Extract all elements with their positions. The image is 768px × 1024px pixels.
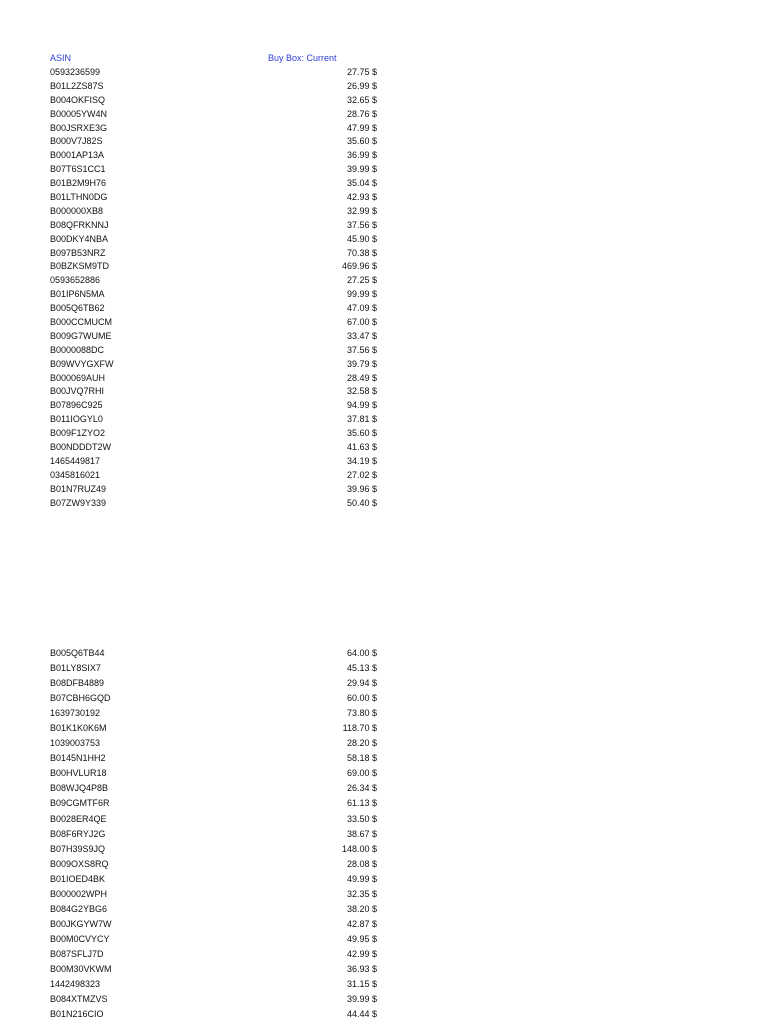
table-row bbox=[0, 316, 768, 330]
buy-box-price-cell: 69.00 $ bbox=[346, 768, 377, 779]
buy-box-price-cell: 50.40 $ bbox=[346, 497, 377, 508]
buy-box-price-cell: 28.08 $ bbox=[346, 858, 377, 869]
asin-cell: B011IOGYL0 bbox=[50, 414, 103, 425]
buy-box-price-cell: 35.04 $ bbox=[346, 178, 377, 189]
table-row bbox=[0, 177, 768, 191]
asin-cell: B01IOED4BK bbox=[50, 873, 106, 884]
asin-cell: 1039003753 bbox=[50, 738, 101, 749]
buy-box-price-cell: 37.56 $ bbox=[346, 219, 377, 230]
buy-box-price-cell: 39.99 $ bbox=[346, 994, 377, 1005]
asin-cell: B009F1ZYO2 bbox=[50, 428, 106, 439]
table-row bbox=[0, 233, 768, 247]
asin-cell: B00JSRXE3G bbox=[50, 122, 108, 133]
asin-cell: B009G7WUME bbox=[50, 330, 112, 341]
asin-cell: B07CBH6GQD bbox=[50, 693, 111, 704]
table-row bbox=[0, 873, 768, 888]
asin-cell: B07T6S1CC1 bbox=[50, 164, 106, 175]
column-header-asin: ASIN bbox=[50, 53, 72, 63]
buy-box-price-cell: 32.65 $ bbox=[346, 94, 377, 105]
asin-cell: B00005YW4N bbox=[50, 108, 108, 119]
buy-box-price-cell: 26.34 $ bbox=[346, 783, 377, 794]
table-row bbox=[0, 441, 768, 455]
buy-box-price-cell: 35.60 $ bbox=[346, 428, 377, 439]
table-row bbox=[0, 752, 768, 767]
buy-box-price-cell: 45.13 $ bbox=[346, 663, 377, 674]
table-row bbox=[0, 469, 768, 483]
asin-cell: B000000XB8 bbox=[50, 205, 104, 216]
table-row bbox=[0, 135, 768, 149]
asin-cell: B09WVYGXFW bbox=[50, 358, 114, 369]
table-row bbox=[0, 330, 768, 344]
table-row bbox=[0, 888, 768, 903]
asin-cell: B00JKGYW7W bbox=[50, 918, 112, 929]
buy-box-price-cell: 47.09 $ bbox=[346, 303, 377, 314]
buy-box-price-cell: 33.50 $ bbox=[346, 813, 377, 824]
table-row bbox=[0, 302, 768, 316]
asin-cell: B005Q6TB62 bbox=[50, 303, 105, 314]
asin-cell: 0593236599 bbox=[50, 67, 101, 77]
asin-cell: B00DKY4NBA bbox=[50, 233, 109, 244]
table-row bbox=[0, 707, 768, 722]
asin-cell: B08QFRKNNJ bbox=[50, 219, 109, 230]
table-row bbox=[0, 108, 768, 122]
asin-cell: B07ZW9Y339 bbox=[50, 497, 107, 508]
table-row bbox=[0, 828, 768, 843]
asin-cell: B08WJQ4P8B bbox=[50, 783, 109, 794]
buy-box-price-cell: 42.87 $ bbox=[346, 918, 377, 929]
buy-box-price-cell: 32.99 $ bbox=[346, 205, 377, 216]
table-row bbox=[0, 483, 768, 497]
table-row bbox=[0, 843, 768, 858]
table-row bbox=[0, 903, 768, 918]
asin-cell: B01N7RUZ49 bbox=[50, 483, 107, 494]
asin-cell: B097B53NRZ bbox=[50, 247, 106, 258]
asin-cell: B08F6RYJ2G bbox=[50, 828, 106, 839]
buy-box-price-cell: 41.63 $ bbox=[346, 442, 377, 453]
asin-cell: B01N216CIO bbox=[50, 1009, 104, 1020]
buy-box-price-cell: 35.60 $ bbox=[346, 136, 377, 147]
buy-box-price-cell: 42.99 $ bbox=[346, 948, 377, 959]
buy-box-price-cell: 469.96 $ bbox=[341, 261, 377, 272]
asin-cell: B000V7J82S bbox=[50, 136, 103, 147]
table-row bbox=[0, 149, 768, 163]
table-row bbox=[0, 978, 768, 993]
column-header-buy-box-current: Buy Box: Current bbox=[268, 53, 337, 63]
buy-box-price-cell: 29.94 $ bbox=[346, 678, 377, 689]
buy-box-price-cell: 39.79 $ bbox=[346, 358, 377, 369]
table-row bbox=[0, 122, 768, 136]
asin-cell: B01IP6N5MA bbox=[50, 289, 105, 300]
buy-box-price-cell: 27.25 $ bbox=[346, 275, 377, 286]
table-row bbox=[0, 205, 768, 219]
asin-cell: B00HVLUR18 bbox=[50, 768, 107, 779]
table-row bbox=[0, 782, 768, 797]
buy-box-price-cell: 38.20 $ bbox=[346, 903, 377, 914]
table-row bbox=[0, 66, 768, 80]
buy-box-price-cell: 37.81 $ bbox=[346, 414, 377, 425]
table-row bbox=[0, 427, 768, 441]
asin-cell: B084XTMZVS bbox=[50, 994, 108, 1005]
table-row bbox=[0, 385, 768, 399]
buy-box-price-cell: 44.44 $ bbox=[346, 1009, 377, 1020]
table-row bbox=[0, 260, 768, 274]
buy-box-price-cell: 70.38 $ bbox=[346, 247, 377, 258]
buy-box-price-cell: 28.20 $ bbox=[346, 738, 377, 749]
asin-cell: B07896C925 bbox=[50, 400, 103, 411]
buy-box-price-cell: 61.13 $ bbox=[346, 798, 377, 809]
table-row bbox=[0, 497, 768, 511]
table-block-top bbox=[0, 66, 768, 511]
table-row bbox=[0, 94, 768, 108]
table-row bbox=[0, 858, 768, 873]
buy-box-price-cell: 148.00 $ bbox=[341, 843, 377, 854]
asin-cell: B009OXS8RQ bbox=[50, 858, 109, 869]
table-row bbox=[0, 797, 768, 812]
buy-box-price-cell: 38.67 $ bbox=[346, 828, 377, 839]
buy-box-price-cell: 58.18 $ bbox=[346, 753, 377, 764]
buy-box-price-cell: 39.96 $ bbox=[346, 483, 377, 494]
table-row bbox=[0, 372, 768, 386]
table-row bbox=[0, 247, 768, 261]
buy-box-price-cell: 39.99 $ bbox=[346, 164, 377, 175]
table-row bbox=[0, 455, 768, 469]
table-row bbox=[0, 993, 768, 1008]
asin-cell: B01K1K0K6M bbox=[50, 723, 107, 734]
buy-box-price-cell: 99.99 $ bbox=[346, 289, 377, 300]
table-row bbox=[0, 963, 768, 978]
table-row bbox=[0, 191, 768, 205]
table-row bbox=[0, 948, 768, 963]
table-row bbox=[0, 399, 768, 413]
asin-cell: B08DFB4889 bbox=[50, 678, 105, 689]
table-row bbox=[0, 933, 768, 948]
buy-box-price-cell: 49.95 $ bbox=[346, 933, 377, 944]
asin-cell: B000CCMUCM bbox=[50, 317, 113, 328]
asin-cell: B00NDDDT2W bbox=[50, 442, 112, 453]
asin-cell: B01LTHN0DG bbox=[50, 192, 108, 203]
buy-box-price-cell: 64.00 $ bbox=[346, 648, 377, 658]
table-block-bottom bbox=[0, 647, 768, 1023]
asin-cell: B01L2ZS87S bbox=[50, 80, 104, 91]
asin-cell: B0001AP13A bbox=[50, 150, 105, 161]
asin-cell: B0028ER4QE bbox=[50, 813, 107, 824]
asin-cell: B0000088DC bbox=[50, 344, 105, 355]
buy-box-price-cell: 36.99 $ bbox=[346, 150, 377, 161]
buy-box-price-cell: 26.99 $ bbox=[346, 80, 377, 91]
asin-cell: 0593652886 bbox=[50, 275, 101, 286]
table-row bbox=[0, 662, 768, 677]
buy-box-price-cell: 27.75 $ bbox=[346, 67, 377, 77]
asin-cell: B00JVQ7RHI bbox=[50, 386, 105, 397]
buy-box-price-cell: 36.93 $ bbox=[346, 963, 377, 974]
asin-cell: 0345816021 bbox=[50, 469, 101, 480]
buy-box-price-cell: 32.58 $ bbox=[346, 386, 377, 397]
buy-box-price-cell: 33.47 $ bbox=[346, 330, 377, 341]
buy-box-price-cell: 67.00 $ bbox=[346, 317, 377, 328]
asin-cell: B005Q6TB44 bbox=[50, 648, 105, 658]
table-row bbox=[0, 219, 768, 233]
asin-cell: B00M0CVYCY bbox=[50, 933, 110, 944]
table-row bbox=[0, 813, 768, 828]
table-row bbox=[0, 80, 768, 94]
table-row bbox=[0, 288, 768, 302]
buy-box-price-cell: 32.35 $ bbox=[346, 888, 377, 899]
table-row bbox=[0, 358, 768, 372]
table-row bbox=[0, 1008, 768, 1023]
buy-box-price-cell: 94.99 $ bbox=[346, 400, 377, 411]
asin-cell: B01LY8SIX7 bbox=[50, 663, 101, 674]
asin-cell: B087SFLJ7D bbox=[50, 948, 104, 959]
table-row bbox=[0, 647, 768, 662]
buy-box-price-cell: 73.80 $ bbox=[346, 708, 377, 719]
asin-cell: B0145N1HH2 bbox=[50, 753, 106, 764]
asin-cell: B00M30VKWM bbox=[50, 963, 112, 974]
buy-box-price-cell: 42.93 $ bbox=[346, 192, 377, 203]
table-row bbox=[0, 918, 768, 933]
table-row bbox=[0, 413, 768, 427]
table-row bbox=[0, 677, 768, 692]
buy-box-price-cell: 28.49 $ bbox=[346, 372, 377, 383]
buy-box-price-cell: 118.70 $ bbox=[342, 723, 377, 734]
buy-box-price-cell: 34.19 $ bbox=[346, 455, 377, 466]
buy-box-price-cell: 47.99 $ bbox=[346, 122, 377, 133]
table-row bbox=[0, 722, 768, 737]
asin-cell: 1465449817 bbox=[50, 455, 101, 466]
asin-cell: 1639730192 bbox=[50, 708, 101, 719]
table-row bbox=[0, 163, 768, 177]
buy-box-price-cell: 45.90 $ bbox=[346, 233, 377, 244]
asin-cell: B09CGMTF6R bbox=[50, 798, 110, 809]
asin-cell: B01B2M9H76 bbox=[50, 178, 107, 189]
table-row bbox=[0, 737, 768, 752]
asin-cell: B0BZKSM9TD bbox=[50, 261, 110, 272]
table-row bbox=[0, 344, 768, 358]
asin-cell: 1442498323 bbox=[50, 979, 101, 990]
buy-box-price-cell: 31.15 $ bbox=[346, 979, 377, 990]
asin-cell: B084G2YBG6 bbox=[50, 903, 108, 914]
buy-box-price-cell: 49.99 $ bbox=[346, 873, 377, 884]
asin-cell: B000069AUH bbox=[50, 372, 106, 383]
table-row bbox=[0, 767, 768, 782]
table-row bbox=[0, 274, 768, 288]
buy-box-price-cell: 60.00 $ bbox=[346, 693, 377, 704]
asin-cell: B000002WPH bbox=[50, 888, 108, 899]
buy-box-price-cell: 37.56 $ bbox=[346, 344, 377, 355]
buy-box-price-cell: 28.76 $ bbox=[346, 108, 377, 119]
asin-cell: B07H39S9JQ bbox=[50, 843, 106, 854]
asin-cell: B004OKFISQ bbox=[50, 94, 106, 105]
buy-box-price-cell: 27.02 $ bbox=[346, 469, 377, 480]
table-row bbox=[0, 692, 768, 707]
